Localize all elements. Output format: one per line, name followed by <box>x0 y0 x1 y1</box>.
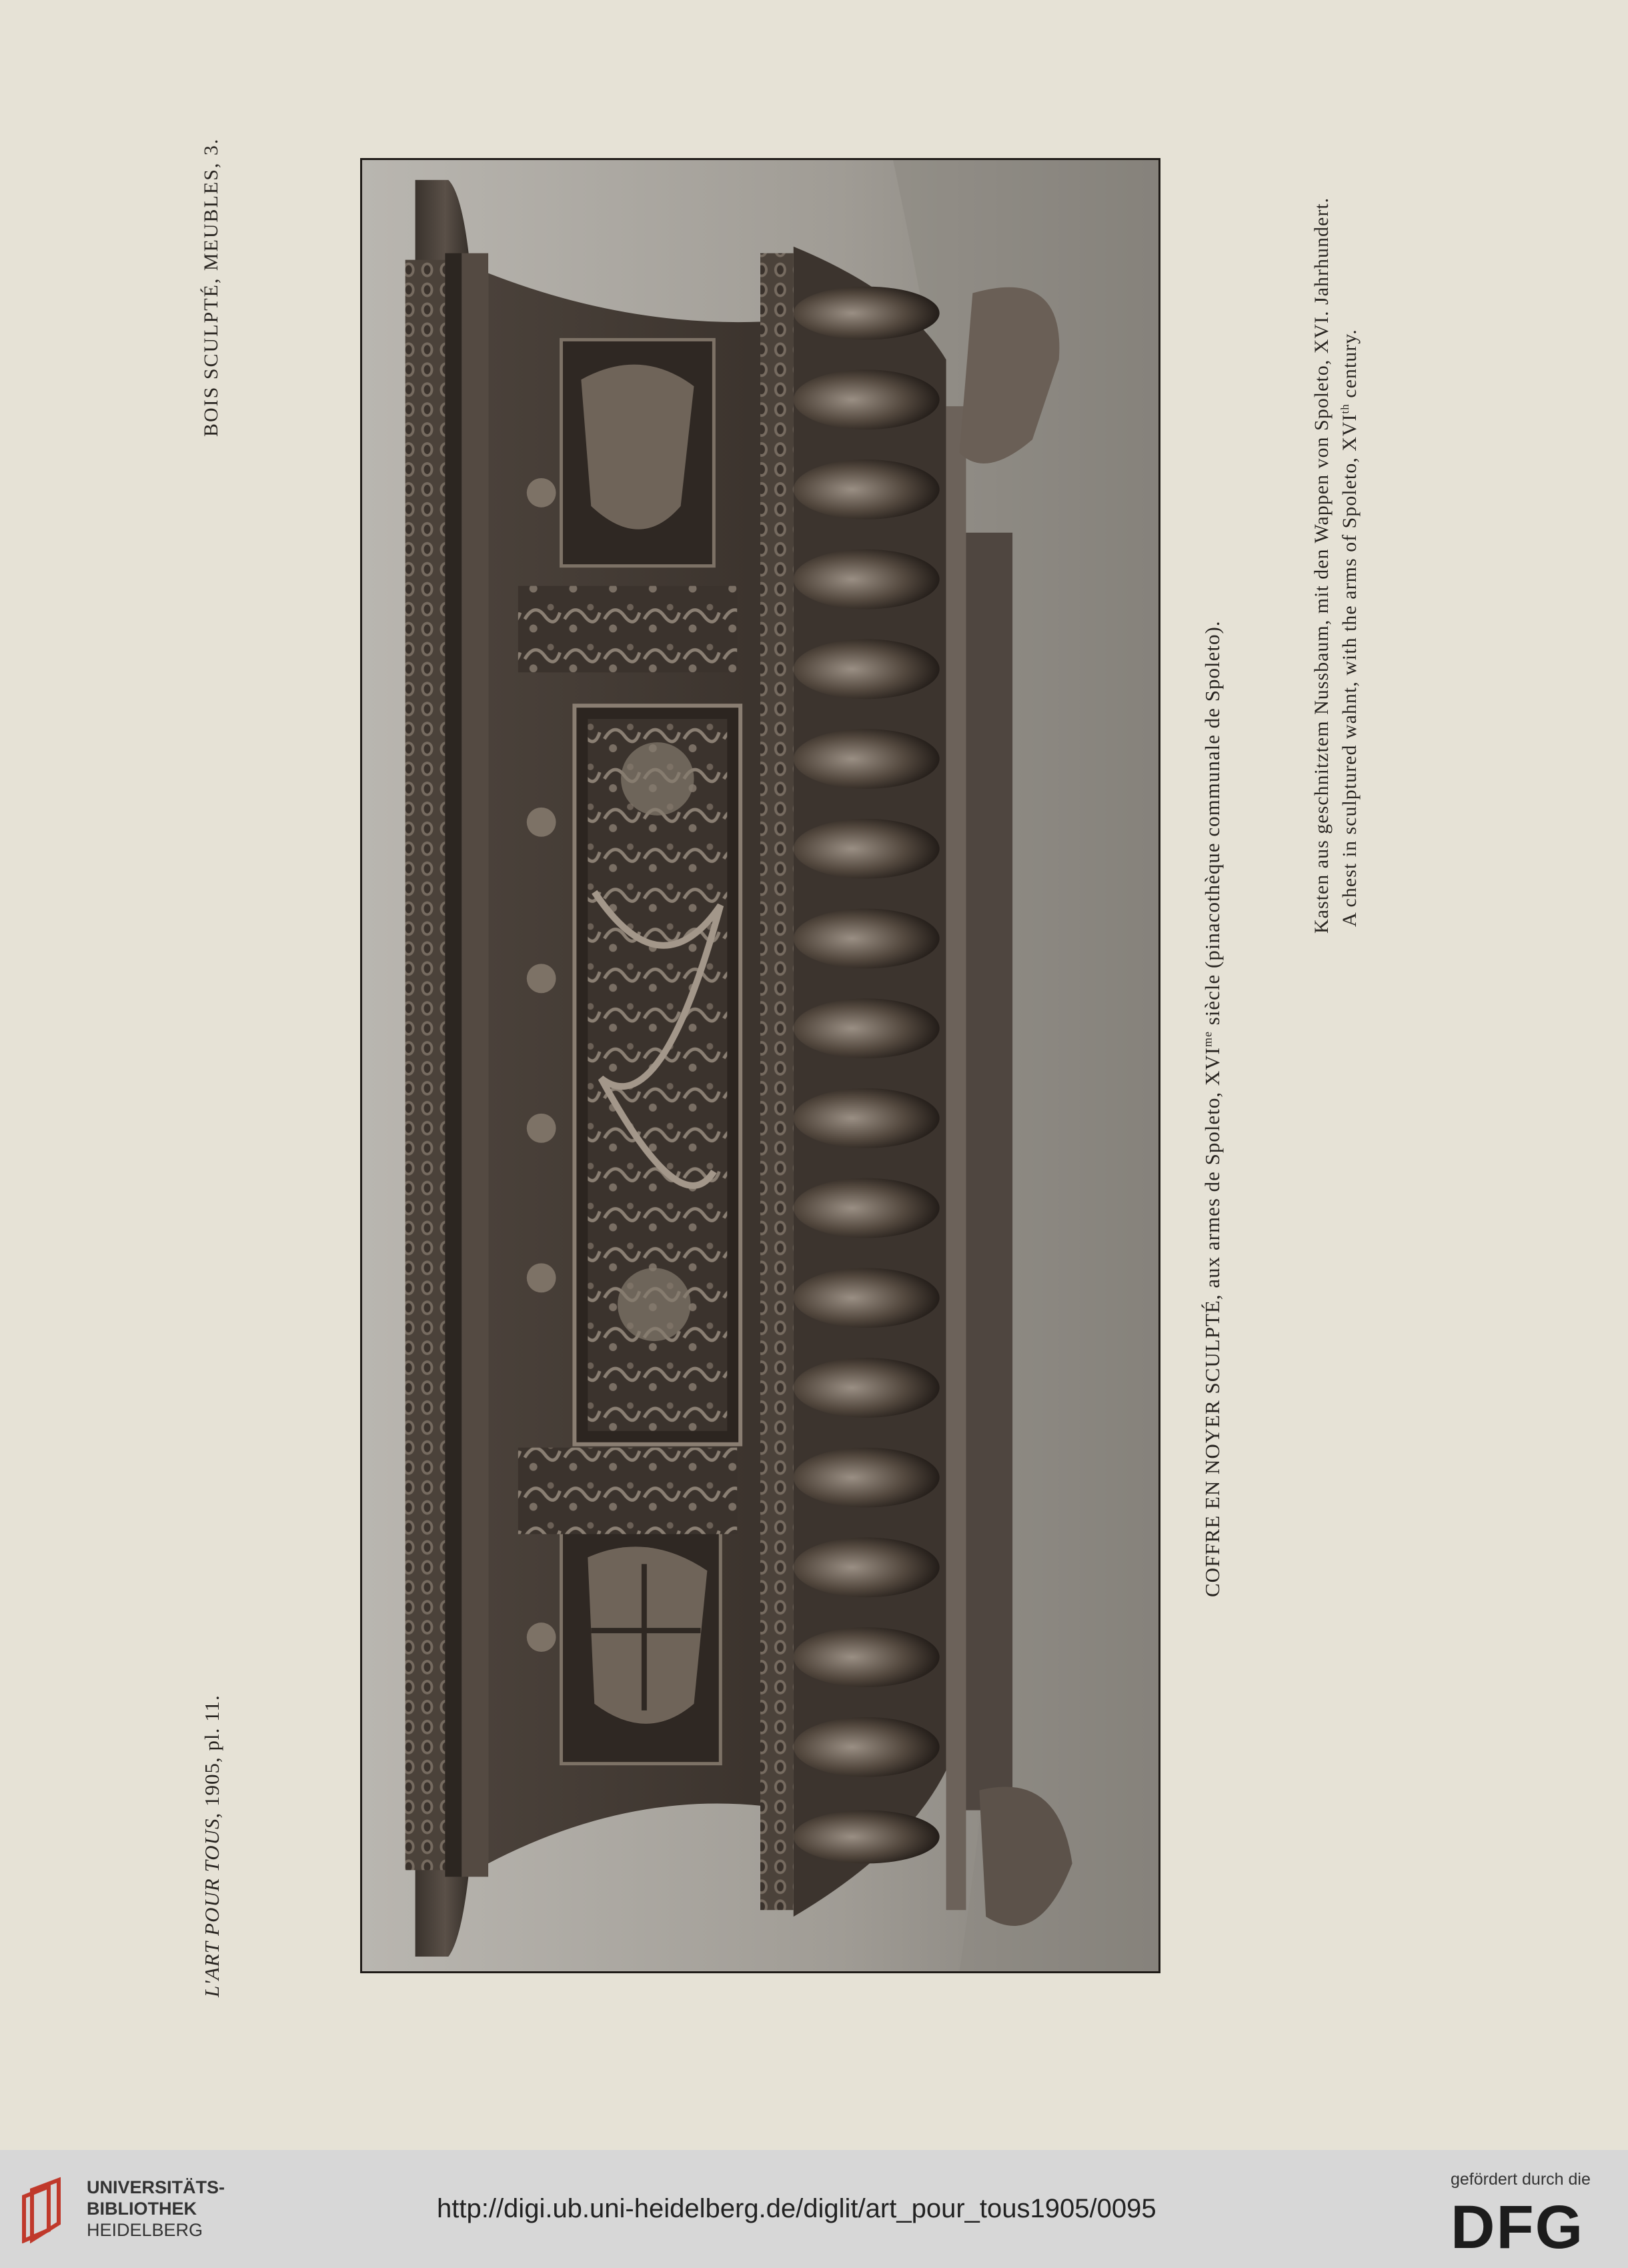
journal-reference <box>200 1694 224 1997</box>
funded-by-label: gefördert durch die <box>1451 2170 1591 2189</box>
library-name-line1: UNIVERSITÄTS- <box>87 2177 225 2197</box>
plate-reference: , 1905, pl. 11. <box>200 1694 223 1819</box>
caption-french <box>1200 620 1225 1597</box>
section-header-text: BOIS SCULPTÉ, MEUBLES, 3. <box>200 137 222 437</box>
caption-french-main: COFFRE EN NOYER SCULPTÉ, aux armes de Spoleto, XVI <box>1200 1047 1224 1597</box>
section-header <box>200 138 223 437</box>
chest-photograph <box>360 158 1160 1973</box>
digitization-footer <box>0 2150 1628 2268</box>
caption-english-rest: century. <box>1339 329 1361 404</box>
library-name-line3: HEIDELBERG <box>87 2220 203 2240</box>
carved-chest-illustration <box>362 160 1158 1971</box>
permalink-url[interactable]: http://digi.ub.uni-heidelberg.de/diglit/art_pour_tous1905/0095 <box>437 2194 1156 2223</box>
library-logo-icon <box>19 2177 68 2243</box>
dfg-logo: DFG <box>1451 2193 1585 2261</box>
library-name <box>87 2177 225 2241</box>
caption-french-superscript: me <box>1200 1031 1214 1048</box>
caption-english <box>1339 329 1361 927</box>
caption-english-superscript: th <box>1339 403 1351 414</box>
library-name-line2: BIBLIOTHEK <box>87 2199 197 2219</box>
caption-english-main: A chest in sculptured wahnt, with the arms of Spoleto, XVI <box>1339 413 1361 927</box>
caption-german <box>1311 197 1333 934</box>
journal-title: L'ART POUR TOUS <box>200 1818 223 1997</box>
caption-french-rest: siècle (pinacothèque communale de Spoleto). <box>1200 620 1224 1032</box>
caption-german-text: Kasten aus geschnitztem Nussbaum, mit den Wappen von Spoleto, XVI. Jahrhundert. <box>1311 197 1333 934</box>
